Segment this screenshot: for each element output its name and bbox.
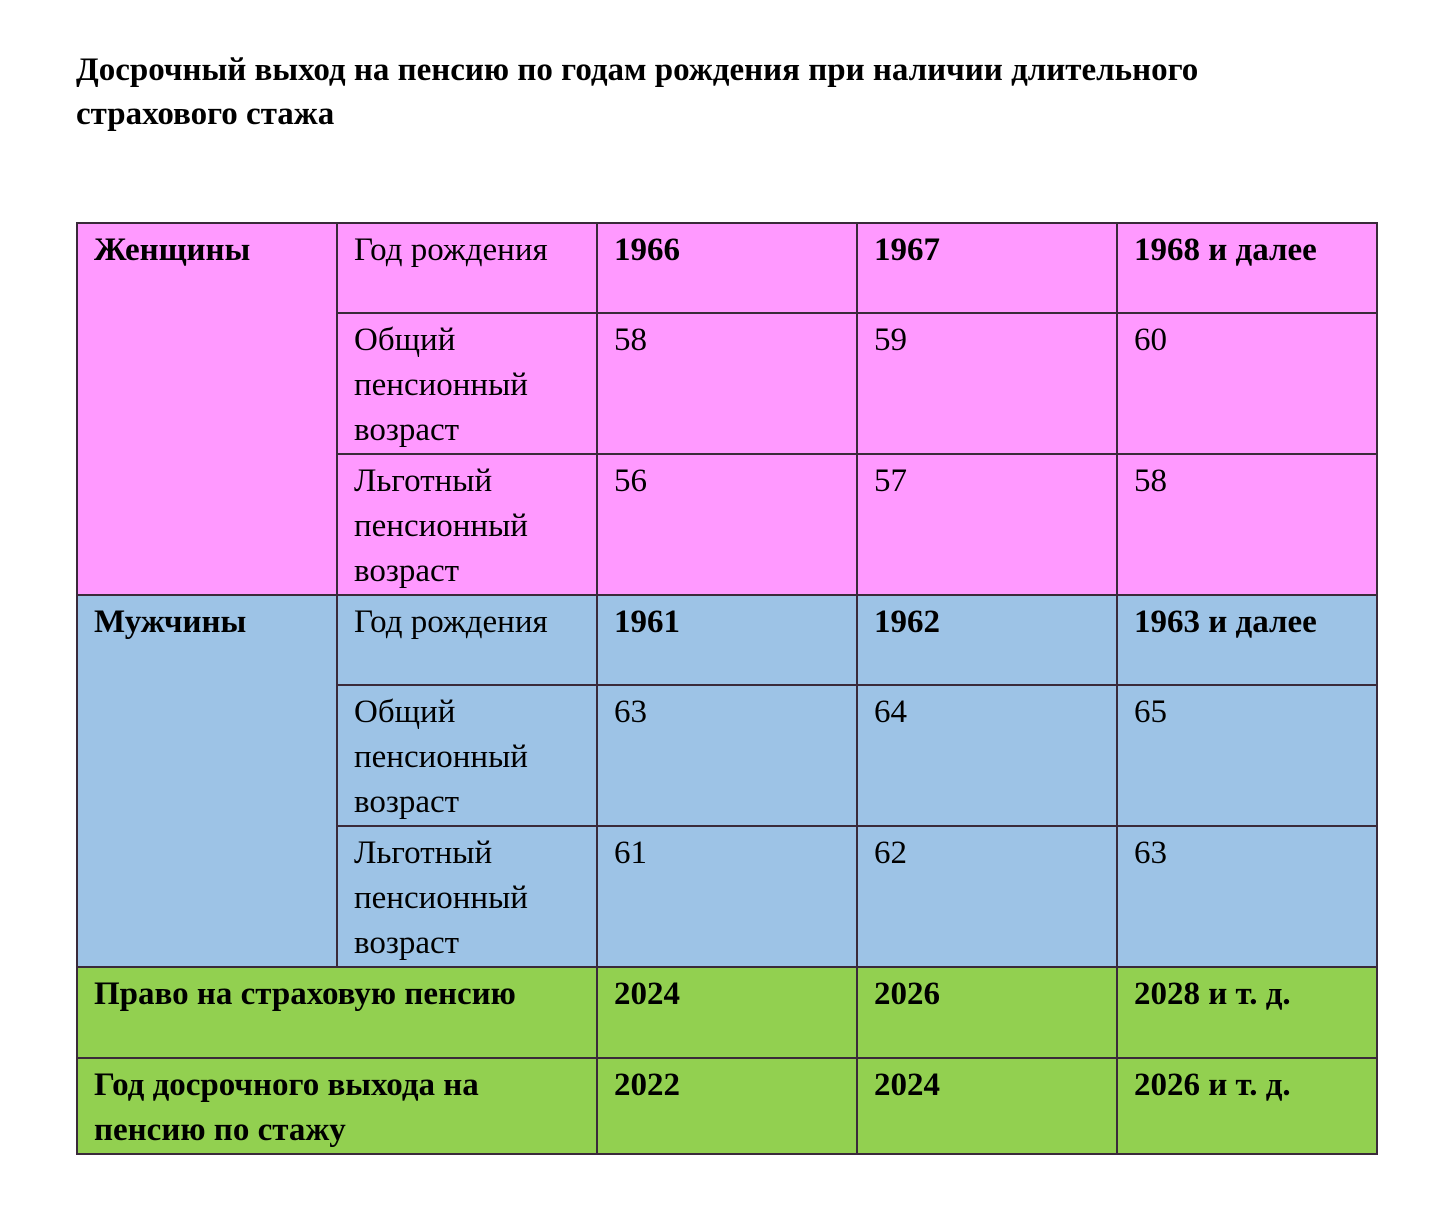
cell: 63 — [1117, 826, 1377, 967]
table-row — [77, 1058, 1377, 1154]
table-row — [77, 595, 1377, 685]
row-label: Льготный пенсионный возраст — [337, 454, 597, 595]
cell: 1968 и далее — [1117, 223, 1377, 313]
cell: 2024 — [857, 1058, 1117, 1154]
cell: 58 — [597, 313, 857, 454]
table-row — [77, 967, 1377, 1058]
cell: 59 — [857, 313, 1117, 454]
table-row — [77, 223, 1377, 313]
row-label: Год рождения — [337, 595, 597, 685]
cell: 63 — [597, 685, 857, 826]
cell: 2022 — [597, 1058, 857, 1154]
cell: 64 — [857, 685, 1117, 826]
cell: 2028 и т. д. — [1117, 967, 1377, 1058]
pension-table — [76, 222, 1378, 1155]
cell: 1967 — [857, 223, 1117, 313]
cell: 61 — [597, 826, 857, 967]
cell: 2026 и т. д. — [1117, 1058, 1377, 1154]
document-title: Досрочный выход на пенсию по годам рождения при наличии длительного страхового стажа — [76, 52, 1199, 132]
cell: 1961 — [597, 595, 857, 685]
summary-section — [77, 967, 1377, 1154]
cell: 2026 — [857, 967, 1117, 1058]
cell: 2024 — [597, 967, 857, 1058]
cell: 1966 — [597, 223, 857, 313]
cell: 1963 и далее — [1117, 595, 1377, 685]
women-section — [77, 223, 1377, 595]
men-section — [77, 595, 1377, 967]
row-label: Право на страховую пенсию — [77, 967, 597, 1058]
women-label: Женщины — [77, 223, 337, 595]
cell: 60 — [1117, 313, 1377, 454]
cell: 58 — [1117, 454, 1377, 595]
row-label: Общий пенсионный возраст — [337, 685, 597, 826]
cell: 57 — [857, 454, 1117, 595]
cell: 56 — [597, 454, 857, 595]
row-label: Год досрочного выхода на пенсию по стажу — [77, 1058, 597, 1154]
row-label: Год рождения — [337, 223, 597, 313]
cell: 65 — [1117, 685, 1377, 826]
row-label: Общий пенсионный возраст — [337, 313, 597, 454]
cell: 1962 — [857, 595, 1117, 685]
men-label: Мужчины — [77, 595, 337, 967]
row-label: Льготный пенсионный возраст — [337, 826, 597, 967]
cell: 62 — [857, 826, 1117, 967]
